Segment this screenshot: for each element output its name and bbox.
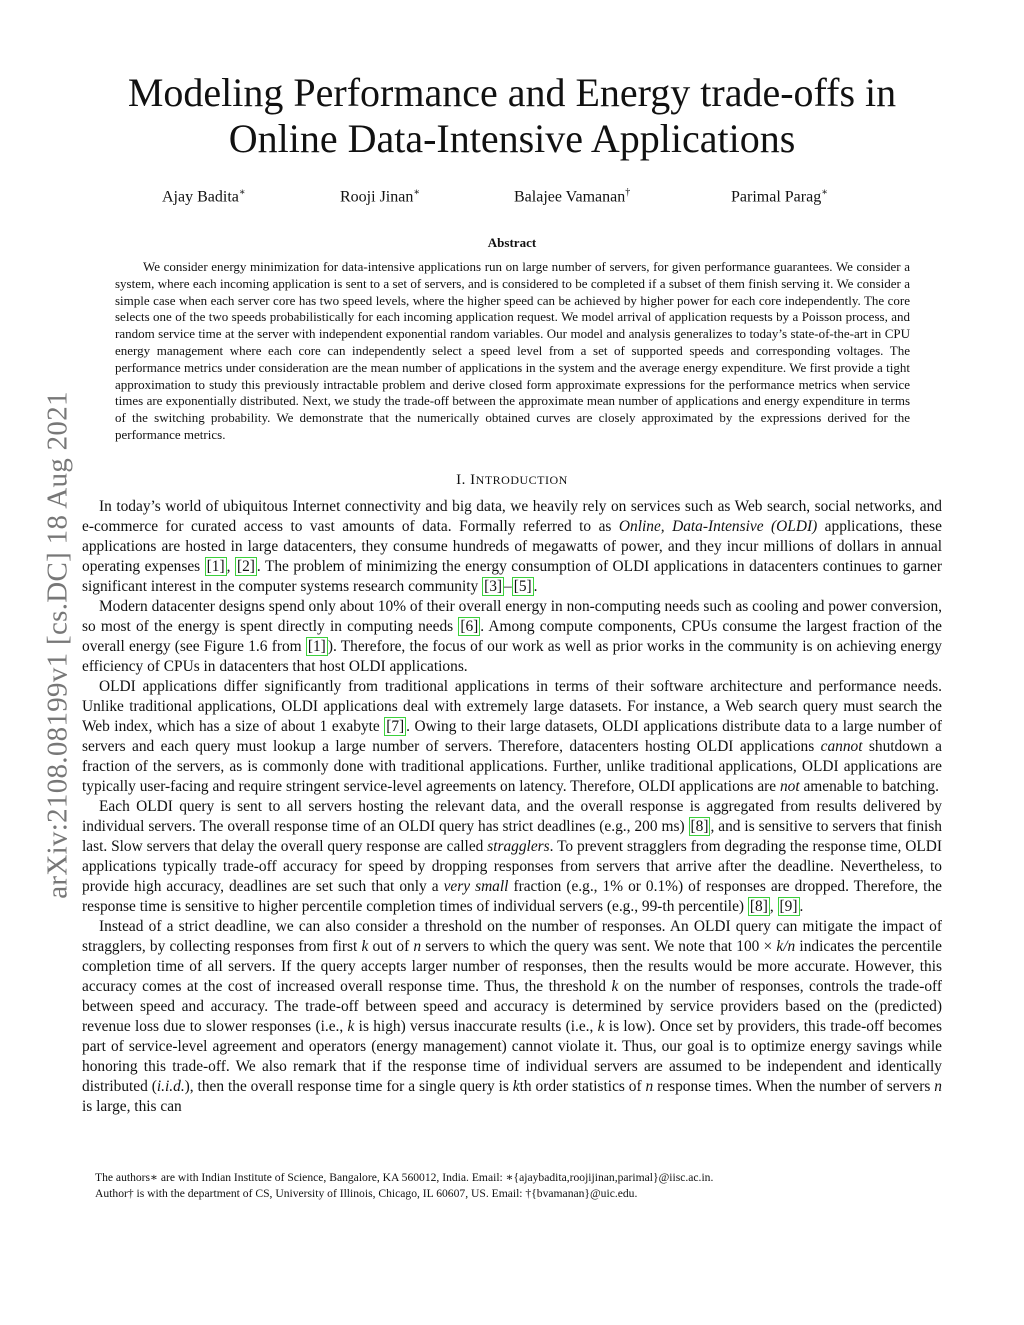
text-run: OLDI applications differ significantly from traditional applications in terms of their software architecture and performance needs. Unlike traditional applications, OLDI applications deal with extremely large datasets. For instance, a Web search query must search the Web index, which has a size of about 1 exabyte xyxy=(82,678,942,735)
math-symbol: k xyxy=(347,1018,355,1035)
text-run: Each OLDI query is sent to all servers hosting the relevant data, and the overall response is aggregated from results delivered by individual servers. The overall response time of an OLDI query has strict deadlines (e.g., 200 ms) xyxy=(82,798,942,835)
abstract-text: We consider energy minimization for data-intensive applications run on large number of servers, for given performance guarantees. We consider a system, where each incoming application is sent to a set of servers, and is considered to be completed if a subset of them finish serving it. We consider a simple case when each server core has two speed levels, where the higher speed can be achieved by higher power for each core independently. The core selects one of the two speeds probabilistically for each incoming application request. We model arrival of application requests by a Poisson process, and random service time at the server with independent exponential random variables. Our model and analysis generalizes to today’s state-of-the-art in CPU energy management where each core can independently select a speed level from a set of supported speeds and corresponding voltages. The performance metrics under consideration are the mean number of applications in the system and the average energy expenditure. We first provide a tight approximation to study this previously intractable problem and derive closed form approximate expressions for the performance metrics when service times are exponentially distributed. Next, we study the trade-off between the approximate mean number of applications and energy expenditure in terms of the switching probability. We demonstrate that the numerically obtained curves are closely approximated by the expressions derived for the performance metrics. xyxy=(115,259,910,442)
text-run: is low). Once set by providers, this trade-off becomes part of service-level agreement and operators (energy management) cannot violate it. Thus, our goal is to optimize energy savings while honoring this trade-off. We also remark that if the response time of individual servers are assumed to be independent and identically distributed ( xyxy=(82,1018,942,1095)
text-run: – xyxy=(504,578,512,595)
citation-link[interactable]: [9] xyxy=(779,898,798,915)
text-run: . Owing to their large datasets, OLDI applications distribute data to a large number of servers and each query must lookup a large number of servers. Therefore, datacenters hosting OLDI applications xyxy=(82,718,943,755)
author xyxy=(162,187,246,206)
citation-link[interactable]: [1] xyxy=(206,558,225,575)
text-run: indicates the percentile completion time of all servers. If the query accepts larger number of responses, then the results would be more accurate. However, this accuracy comes at the cost of increased overall response time. Thus, the threshold xyxy=(82,938,942,995)
affiliation-mark: † xyxy=(625,187,631,198)
text-run: amenable to batching. xyxy=(799,778,939,795)
emphasis-text: not xyxy=(779,778,800,795)
text-run: is high) versus inaccurate results (i.e., xyxy=(354,1018,598,1035)
footnotes xyxy=(95,1170,713,1201)
citation-link[interactable]: [7] xyxy=(386,718,405,735)
section-title-rest: NTRODUCTION xyxy=(475,473,568,487)
author xyxy=(731,187,828,206)
emphasis-text: cannot xyxy=(820,738,863,755)
citation-link[interactable]: [6] xyxy=(460,618,479,635)
text-run: applications, these applications are hosted in large datacenters, they consume hundreds of megawatts of power, and they incur millions of dollars in annual operating expenses xyxy=(82,518,942,575)
text-run: servers to which the query was sent. We note that 100 × xyxy=(421,938,777,955)
section-heading xyxy=(0,472,1024,489)
text-run: In today’s world of ubiquitous Internet connectivity and big data, we heavily rely on services such as Web search, social networks, and e-commerce for curated access to vast amounts of data. Formally referred to as xyxy=(82,498,942,535)
citation-link[interactable]: [2] xyxy=(236,558,255,575)
paper-title xyxy=(0,70,1024,162)
emphasis-text: very small xyxy=(443,878,509,895)
body-text xyxy=(82,497,942,1117)
author-name: Parimal Parag xyxy=(731,188,822,206)
text-run: on the number of responses, controls the trade-off between speed and accuracy. The trade-off between speed and accuracy is determined by service providers based on the (predicted) revenue loss due to slower responses (i.e., xyxy=(82,978,942,1035)
math-symbol: k xyxy=(597,1018,605,1035)
author xyxy=(514,187,630,206)
text-run: . xyxy=(533,578,538,595)
citation-link[interactable]: [5] xyxy=(513,578,532,595)
abstract-heading: Abstract xyxy=(487,235,537,250)
math-symbol: k xyxy=(361,938,369,955)
citation-link[interactable]: [8] xyxy=(749,898,768,915)
text-run: th order statistics of xyxy=(519,1078,646,1095)
footnote: The authors∗ are with Indian Institute of Science, Bangalore, KA 560012, India. Email: ∗{ajaybadita,roojijinan,parimal}@iisc.ac.in. xyxy=(95,1171,714,1184)
text-run: . xyxy=(799,898,804,915)
math-symbol: k xyxy=(512,1078,520,1095)
text-run: , and is sensitive to servers that finish last. Slow servers that delay the overall query response are called xyxy=(82,818,942,855)
emphasis-text: i.i.d. xyxy=(156,1078,185,1095)
footnote: Author† is with the department of CS, University of Illinois, Chicago, IL 60607, US. Email: †{bvamanan}@uic.edu. xyxy=(95,1186,638,1200)
author xyxy=(340,187,420,206)
citation-link[interactable]: [8] xyxy=(690,818,709,835)
text-run: ). Therefore, the focus of our work as well as prior works in the community is on achieving energy efficiency of CPUs in datacenters that host OLDI applications. xyxy=(82,638,942,675)
text-run: . The problem of minimizing the energy consumption of OLDI applications in datacenters continues to garner significant interest in the computer systems research community xyxy=(82,558,943,595)
author-name: Balajee Vamanan xyxy=(514,188,626,206)
paragraph xyxy=(82,797,942,917)
text-run: out of xyxy=(368,938,414,955)
text-run: fraction (e.g., 1% or 0.1%) of responses are dropped. Therefore, the response time is sensitive to higher percentile completion times of individual servers (e.g., 99-th percentile) xyxy=(82,878,942,915)
affiliation-mark: ∗ xyxy=(238,187,246,198)
citation-link[interactable]: [3] xyxy=(484,578,503,595)
arxiv-identifier-stamp: arXiv:2108.08199v1 [cs.DC] 18 Aug 2021 xyxy=(41,391,74,899)
affiliation-mark: ∗ xyxy=(413,187,421,198)
paragraph xyxy=(82,597,942,677)
text-run: is large, this can xyxy=(82,1098,182,1115)
math-symbol: k/n xyxy=(776,938,796,955)
math-symbol: n xyxy=(645,1078,654,1095)
text-run: , xyxy=(769,898,778,915)
emphasis-text: stragglers xyxy=(487,838,550,855)
paragraph xyxy=(82,677,942,797)
paragraph xyxy=(82,917,942,1117)
emphasis-text: Online, Data-Intensive (OLDI) xyxy=(618,518,818,535)
text-run: Instead of a strict deadline, we can also consider a threshold on the number of responses. An OLDI query can mitigate the impact of stragglers, by collecting responses from first xyxy=(82,918,942,955)
section-title-initial: I xyxy=(470,472,476,488)
title-line-1: Modeling Performance and Energy trade-offs in xyxy=(127,70,897,115)
author-name: Ajay Badita xyxy=(162,188,239,206)
math-symbol: n xyxy=(413,938,422,955)
text-run: , xyxy=(226,558,235,575)
paragraph xyxy=(82,497,942,597)
text-run: shutdown a fraction of the servers, as is commonly done with traditional applications. Further, unlike traditional applications, OLDI applications are typically user-facing and require stringent service-level agreements on latency. Therefore, OLDI applications are xyxy=(82,738,942,795)
text-run: ), then the overall response time for a single query is xyxy=(184,1078,513,1095)
text-run: Modern datacenter designs spend only about 10% of their overall energy in non-computing needs such as cooling and power conversion, so most of the energy is spent directly in computing needs xyxy=(82,598,942,635)
text-run: . To prevent stragglers from degrading the response time, OLDI applications typically trade-off accuracy for speed by dropping responses from servers that arrive after the deadline. Nevertheless, to provide high accuracy, deadlines are set such that only a xyxy=(82,838,942,895)
text-run: . Among compute components, CPUs consume the largest fraction of the overall energy (see Figure 1.6 from xyxy=(82,618,943,655)
affiliation-mark: ∗ xyxy=(821,187,828,198)
section-number: I. xyxy=(456,472,471,488)
text-run: response times. When the number of servers xyxy=(653,1078,935,1095)
title-line-2: Online Data-Intensive Applications xyxy=(228,116,796,161)
citation-link[interactable]: [1] xyxy=(307,638,326,655)
math-symbol: k xyxy=(611,978,619,995)
author-name: Rooji Jinan xyxy=(340,188,414,206)
math-symbol: n xyxy=(934,1078,942,1095)
